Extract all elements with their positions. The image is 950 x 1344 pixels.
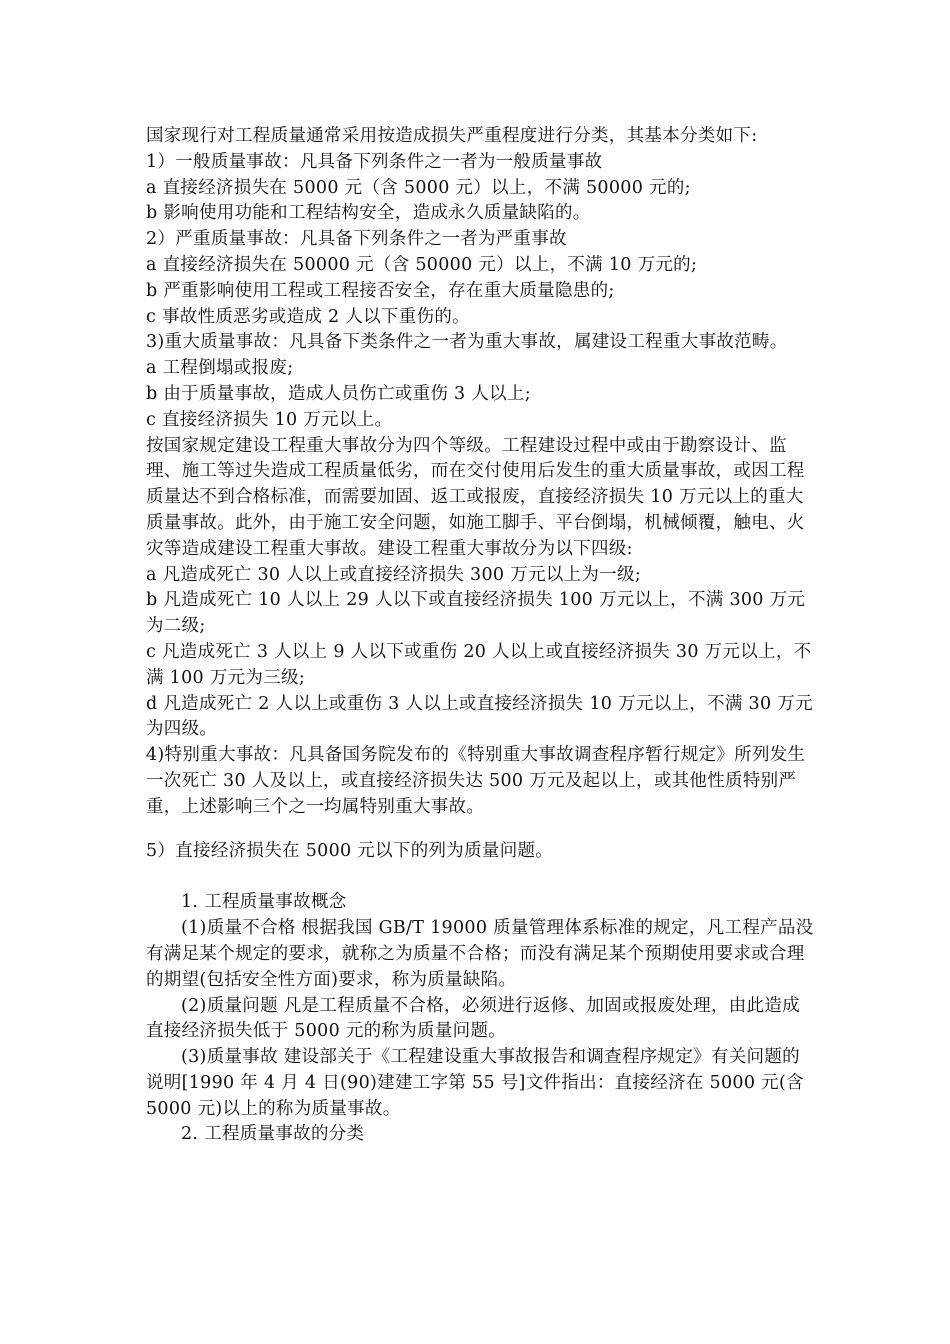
intro-paragraph: 国家现行对工程质量通常采用按造成损失严重程度进行分类，其基本分类如下: (146, 126, 758, 146)
serious-accident-heading: 2）严重质量事故：凡具备下列条件之一者为严重事故 (146, 229, 567, 250)
special-major-accident-paragraph: 4)特别重大事故：凡具备国务院发布的《特别重大事故调查程序暂行规定》所列发生一次死亡 30 人及以上，或直接经济损失达 500 万元及起以上，或其他性质特别严重，上述影响三个之一均属特别重大事故。 (146, 745, 806, 817)
general-accident-item-a: a 直接经济损失在 5000 元（含 5000 元）以上，不满 50000 元的; (146, 177, 691, 198)
quality-problem-paragraph: 5）直接经济损失在 5000 元以下的列为质量问题。 (146, 840, 554, 861)
section-heading-concept: 1. 工程质量事故概念 (181, 892, 347, 913)
major-accident-item-c: c 直接经济损失 10 万元以上。 (146, 409, 393, 430)
general-accident-item-b: b 影响使用功能和工程结构安全，造成永久质量缺陷的。 (146, 203, 591, 224)
grade-item-d: d 凡造成死亡 2 人以上或重伤 3 人以上或直接经济损失 10 万元以上，不满 30 万元为四级。 (146, 693, 813, 740)
major-accident-item-b: b 由于质量事故，造成人员伤亡或重伤 3 人以上; (146, 383, 531, 404)
section-heading-classification: 2. 工程质量事故的分类 (181, 1124, 365, 1145)
spacer (146, 864, 816, 890)
concept-item-1: (1)质量不合格 根据我国 GB/T 19000 质量管理体系标准的规定，凡工程产品没有满足某个规定的要求，就称之为质量不合格；而没有满足某个预期使用要求或合理的期望(包括安全性方面)要求，称为质量缺陷。 (146, 918, 814, 990)
serious-accident-item-a: a 直接经济损失在 50000 元（含 50000 元）以上，不满 10 万元的; (146, 254, 698, 275)
major-accident-grades-paragraph: 按国家规定建设工程重大事故分为四个等级。工程建设过程中或由于勘察设计、监理、施工等过失造成工程质量低劣，而在交付使用后发生的重大质量事故，或因工程质量达不到合格标准，而需要加固、返工或报废，直接经济损失 10 万元以上的重大质量事故。此外，由于施工安全问题，如施工脚手、平台倒塌，机械倾覆，触电、火灾等造成建设工程重大事故。建设工程重大事故分为以下四级: (146, 435, 805, 559)
serious-accident-item-b: b 严重影响使用工程或工程接否安全，存在重大质量隐患的; (146, 280, 615, 301)
serious-accident-item-c: c 事故性质恶劣或造成 2 人以下重伤的。 (146, 306, 470, 327)
concept-item-2: (2)质量问题 凡是工程质量不合格，必须进行返修、加固或报废处理，由此造成直接经济损失低于 5000 元的称为质量问题。 (146, 995, 800, 1042)
concept-item-3: (3)质量事故 建设部关于《工程建设重大事故报告和调查程序规定》有关问题的说明[1990 年 4 月 4 日(90)建建工字第 55 号]文件指出：直接经济在 5000 元(含 5000 元)以上的称为质量事故。 (146, 1047, 804, 1119)
spacer (146, 821, 816, 839)
grade-item-c: c 凡造成死亡 3 人以上 9 人以下或重伤 20 人以上或直接经济损失 30 万元以上，不满 100 万元为三级; (146, 641, 812, 688)
grade-item-b: b 凡造成死亡 10 人以上 29 人以下或直接经济损失 100 万元以上，不满 300 万元为二级; (146, 590, 806, 637)
major-accident-item-a: a 工程倒塌或报废; (146, 358, 294, 379)
major-accident-heading: 3)重大质量事故：凡具备下类条件之一者为重大事故，属建设工程重大事故范畴。 (146, 332, 788, 353)
general-accident-heading: 1）一般质量事故：凡具备下列条件之一者为一般质量事故 (146, 151, 603, 172)
grade-item-a: a 凡造成死亡 30 人以上或直接经济损失 300 万元以上为一级; (146, 564, 642, 585)
document-body (146, 124, 816, 1148)
